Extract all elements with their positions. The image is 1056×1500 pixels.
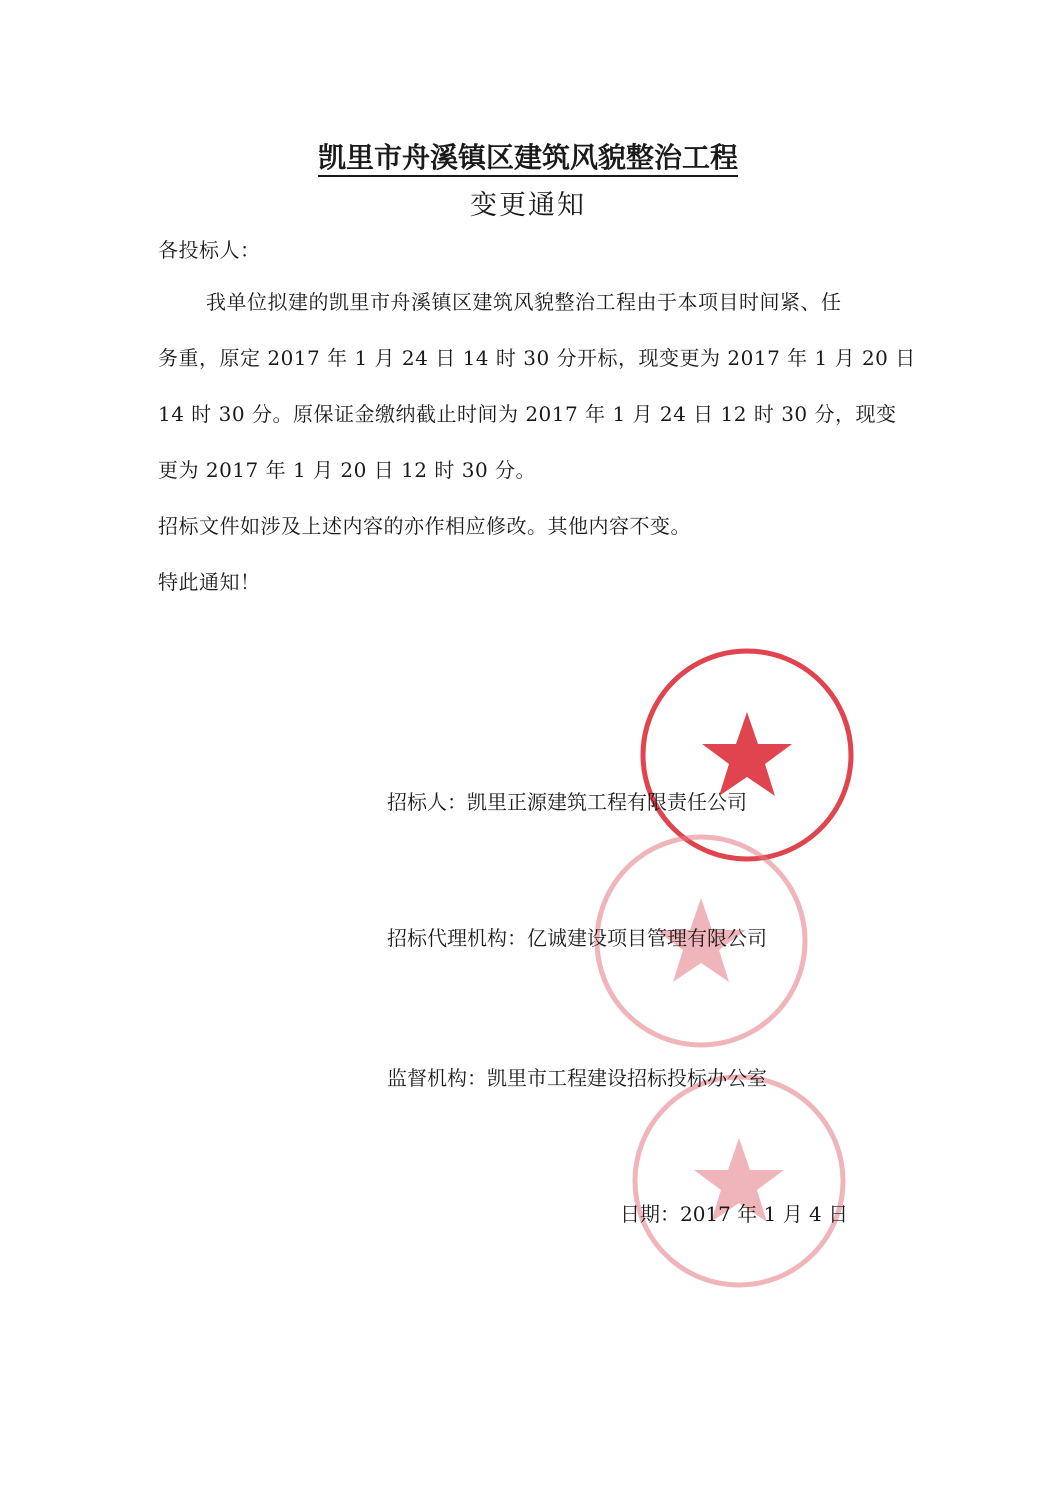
supervisor-seal-icon	[628, 1070, 850, 1292]
tenderer-signature: 招标人：凯里正源建筑工程有限责任公司	[387, 790, 747, 814]
body-line: 务重，原定 2017 年 1 月 24 日 14 时 30 分开标，现变更为 2017 年 1 月 20 日	[158, 346, 916, 370]
body-line: 我单位拟建的凯里市舟溪镇区建筑风貌整治工程由于本项目时间紧、任	[206, 290, 842, 314]
body-line: 14 时 30 分。原保证金缴纳截止时间为 2017 年 1 月 24 日 12 时 30 分，现变	[158, 402, 897, 426]
amendment-note: 招标文件如涉及上述内容的亦作相应修改。其他内容不变。	[158, 514, 691, 538]
supervisor-signature: 监督机构：凯里市工程建设招标投标办公室	[387, 1066, 767, 1090]
notice-date: 日期：2017 年 1 月 4 日	[620, 1202, 849, 1226]
closing-remark: 特此通知！	[158, 570, 261, 594]
star-icon	[702, 712, 792, 796]
salutation: 各投标人：	[158, 238, 261, 262]
agency-signature: 招标代理机构：亿诚建设项目管理有限公司	[387, 926, 767, 950]
document-subtitle: 变更通知	[470, 190, 586, 221]
body-line: 更为 2017 年 1 月 20 日 12 时 30 分。	[158, 458, 537, 482]
document-title: 凯里市舟溪镇区建筑风貌整治工程	[0, 136, 1056, 176]
